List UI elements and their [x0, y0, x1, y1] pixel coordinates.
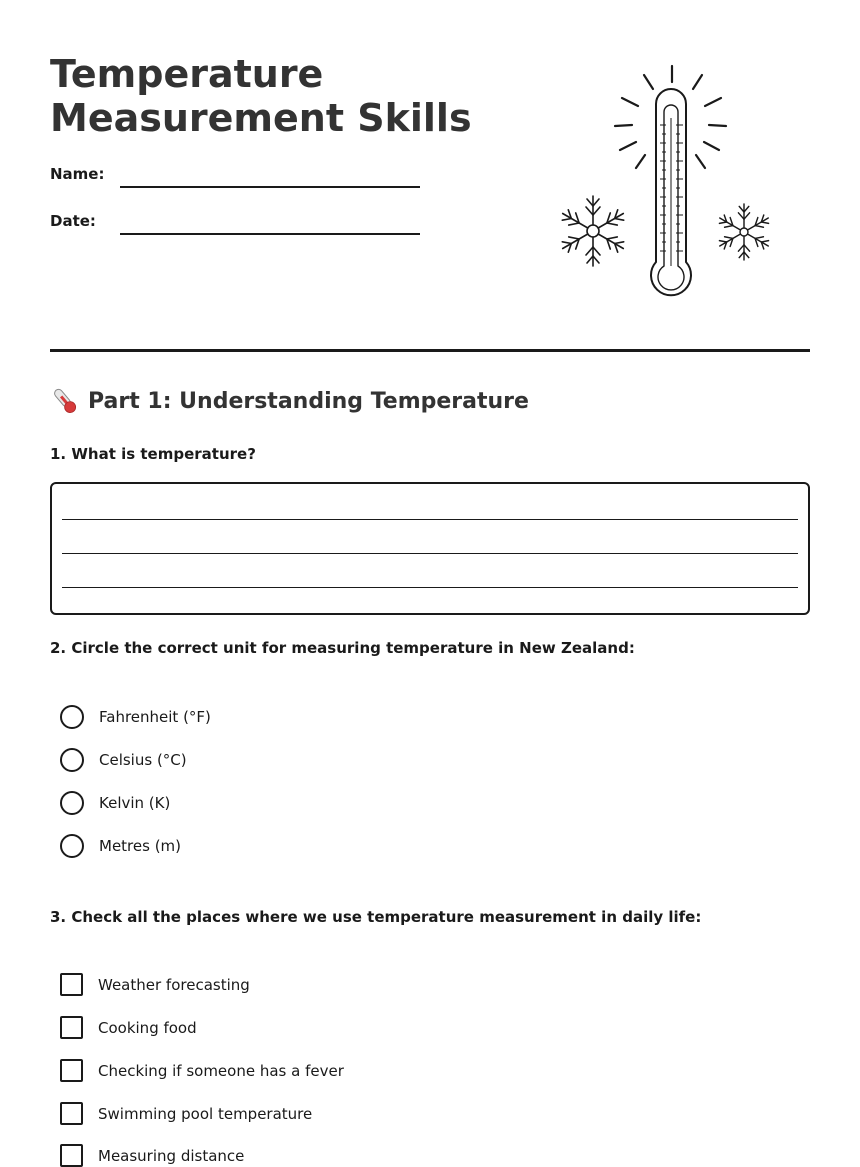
worksheet-title — [50, 52, 490, 140]
option-label: Fahrenheit (°F) — [99, 708, 211, 726]
date-label: Date: — [50, 212, 96, 230]
checkbox-option-cooking[interactable] — [60, 1016, 197, 1039]
option-label: Checking if someone has a fever — [98, 1061, 344, 1080]
answer-line[interactable] — [62, 553, 798, 554]
option-label: Weather forecasting — [98, 975, 250, 994]
option-label: Cooking food — [98, 1018, 197, 1037]
radio-circle[interactable] — [60, 791, 84, 815]
checkbox[interactable] — [60, 1016, 83, 1039]
checkbox[interactable] — [60, 973, 83, 996]
title-line-1: Temperature — [50, 52, 324, 96]
option-label: Kelvin (K) — [99, 794, 171, 812]
radio-circle[interactable] — [60, 834, 84, 858]
option-label: Measuring distance — [98, 1146, 245, 1165]
answer-line[interactable] — [62, 587, 798, 588]
question-2: 2. Circle the correct unit for measuring temperature in New Zealand: — [50, 639, 635, 657]
radio-option-celsius[interactable] — [60, 748, 187, 772]
option-label: Celsius (°C) — [99, 751, 187, 769]
radio-circle[interactable] — [60, 748, 84, 772]
thermometer-snowflake-illustration — [548, 58, 778, 308]
checkbox[interactable] — [60, 1144, 83, 1167]
checkbox-option-pool[interactable] — [60, 1102, 312, 1125]
thermometer-icon — [50, 386, 80, 416]
checkbox-option-weather[interactable] — [60, 973, 250, 996]
question-1: 1. What is temperature? — [50, 445, 256, 463]
option-label: Metres (m) — [99, 837, 182, 855]
part1-heading — [50, 386, 529, 416]
question-3: 3. Check all the places where we use temperature measurement in daily life: — [50, 908, 702, 926]
option-label: Swimming pool temperature — [98, 1104, 313, 1123]
title-line-2: Measurement Skills — [50, 96, 472, 140]
question-1-answer-box[interactable] — [50, 482, 810, 615]
name-label: Name: — [50, 165, 105, 183]
checkbox-option-fever[interactable] — [60, 1059, 344, 1082]
date-input-line[interactable] — [120, 233, 420, 235]
checkbox[interactable] — [60, 1102, 83, 1125]
header-divider — [50, 349, 810, 352]
radio-option-fahrenheit[interactable] — [60, 705, 211, 729]
checkbox[interactable] — [60, 1059, 83, 1082]
radio-option-metres[interactable] — [60, 834, 181, 858]
answer-line[interactable] — [62, 519, 798, 520]
name-input-line[interactable] — [120, 186, 420, 188]
radio-option-kelvin[interactable] — [60, 791, 170, 815]
part1-heading-text: Part 1: Understanding Temperature — [88, 388, 529, 414]
checkbox-option-distance[interactable] — [60, 1144, 244, 1167]
radio-circle[interactable] — [60, 705, 84, 729]
